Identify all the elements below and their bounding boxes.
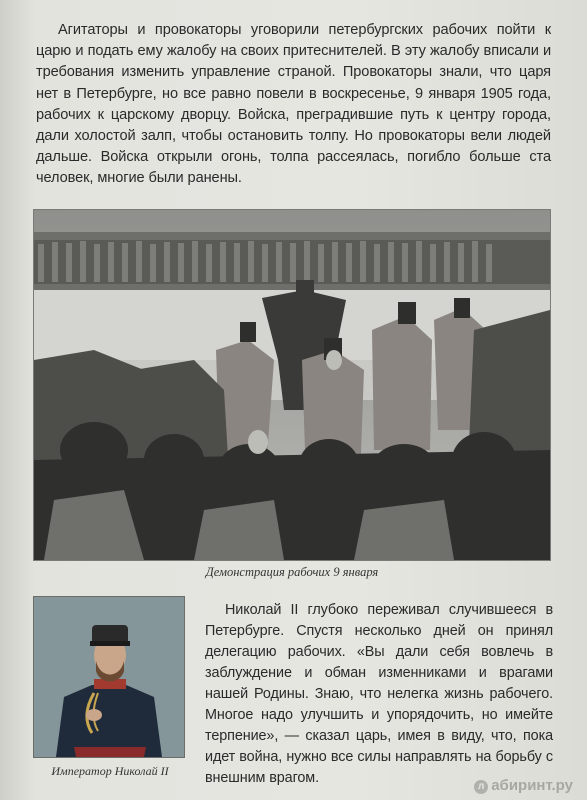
demonstration-photo-art [34, 210, 550, 560]
tsar-portrait-art [34, 597, 184, 757]
photo-caption: Демонстрация рабочих 9 января [205, 565, 379, 579]
tsar-portrait [34, 597, 184, 757]
demonstration-photo [34, 210, 550, 560]
watermark-text: абиринт.ру [491, 777, 573, 794]
portrait-caption: Император Николай II [51, 764, 169, 778]
intro-paragraph: Агитаторы и провокаторы уговорили петербургских рабочих пойти к царю и подать ему жалобу на своих притеснителей. В эту жалобу вписали и требования изменить управление страной. Провокаторы знали, что царя нет в Петербурге, но все равно повели в воскресенье, 9 января 1905 года, рабочих к царскому дворцу. Войска, преградившие путь к центру города, дали холостой залп, чтобы остановить толпу. Но провокаторы вели людей дальше. Войска открыли огонь, толпа рассеялась, погибло больше ста человек, многие были ранены. [36, 22, 551, 187]
labirint-watermark [474, 777, 573, 794]
side-paragraph: Николай II глубоко переживал случившееся в Петербурге. Спустя несколько дней он принял делегацию рабочих. «Вы дали себя вовлечь в заблуждение и обман изменниками и врагами нашей Родины. Знаю, что нелегка жизнь рабочего. Многое надо улучшить и упорядочить, но имейте терпение», — сказал царь, имея в виду, что, пока идет война, нужно все силы направлять на борьбу с внешним врагом. [205, 602, 553, 786]
labirint-logo-icon: л [474, 780, 488, 794]
